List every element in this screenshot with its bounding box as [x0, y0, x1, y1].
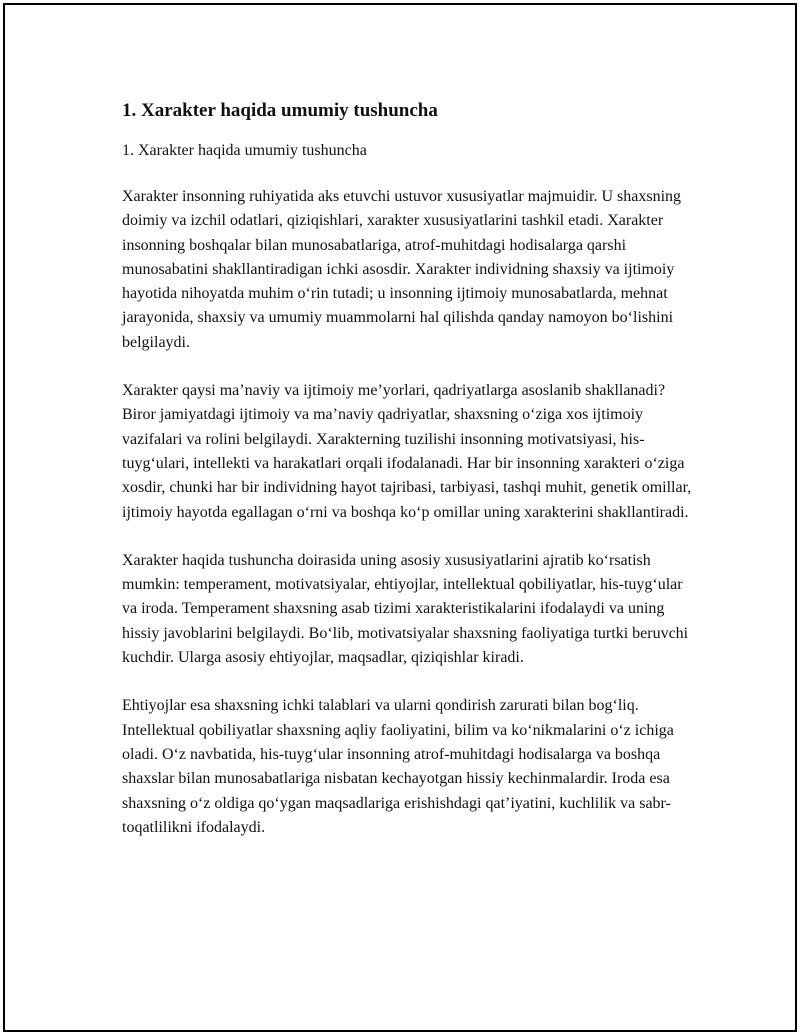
paragraph-4: Ehtiyojlar esa shaxsning ichki talablari va ularni qondirish zarurati bilan bog‘liq. Intellektual qobiliyatlar shaxsning aqliy faoliyatini, bilim va ko‘nikmalarini o‘z ichiga oladi. O‘z navbatida, his-tuyg‘ular insonning atrof-muhitdagi hodisalarga va boshqa shaxslar bilan munosabatlariga nisbatan kechayotgan hissiy kechinmalardir. Iroda esa shaxsning o‘z oldiga qo‘ygan maqsadlariga erishishdagi qat’iyatini, kuchlilik va sabr-toqatlilikni ifodalaydi.: [122, 697, 674, 836]
document-heading: 1. Xarakter haqida umumiy tushuncha: [122, 100, 438, 121]
document-subheading: 1. Xarakter haqida umumiy tushuncha: [122, 142, 367, 159]
paragraph-2: Xarakter qaysi ma’naviy va ijtimoiy me’yorlari, qadriyatlarga asoslanib shakllanadi? Biror jamiyatdagi ijtimoiy va ma’naviy qadriyatlar, shaxsning o‘ziga xos ijtimoiy vazifalari va rolini belgilaydi. Xarakterning tuzilishi insonning motivatsiyasi, his-tuyg‘ulari, intellekti va harakatlari orqali ifodalanadi. Har bir insonning xarakteri o‘ziga xosdir, chunki har bir individning hayot tajribasi, tarbiyasi, tashqi muhit, genetik omillar, ijtimoiy hayotda egallagan o‘rni va boshqa ko‘p omillar uning xarakterini shakllantiradi.: [122, 382, 692, 521]
paragraph-3: Xarakter haqida tushuncha doirasida uning asosiy xususiyatlarini ajratib ko‘rsatish mumkin: temperament, motivatsiyalar, ehtiyojlar, intellektual qobiliyatlar, his-tuyg‘ular va iroda. Temperament shaxsning asab tizimi xarakteristikalarini ifodalaydi va uning hissiy javoblarini belgilaydi. Bo‘lib, motivatsiyalar shaxsning faoliyatiga turtki beruvchi kuchdir. Ularga asosiy ehtiyojlar, maqsadlar, qiziqishlar kiradi.: [122, 551, 689, 667]
paragraph-1: Xarakter insonning ruhiyatida aks etuvchi ustuvor xususiyatlar majmuidir. U shaxsning doimiy va izchil odatlari, qiziqishlari, xarakter xususiyatlarini tashkil etadi. Xarakter insonning boshqalar bilan munosabatlariga, atrof-muhitdagi hodisalarga qarshi munosabatini shakllantiradigan ichki asosdir. Xarakter individning shaxsiy va ijtimoiy hayotida nihoyatda muhim o‘rin tutadi; u insonning ijtimoiy munosabatlarda, mehnat jarayonida, shaxsiy va umumiy muammolarni hal qilishda qanday namoyon bo‘lishini belgilaydi.: [122, 188, 682, 351]
document-body: [122, 97, 692, 864]
page-frame: [3, 3, 797, 1032]
